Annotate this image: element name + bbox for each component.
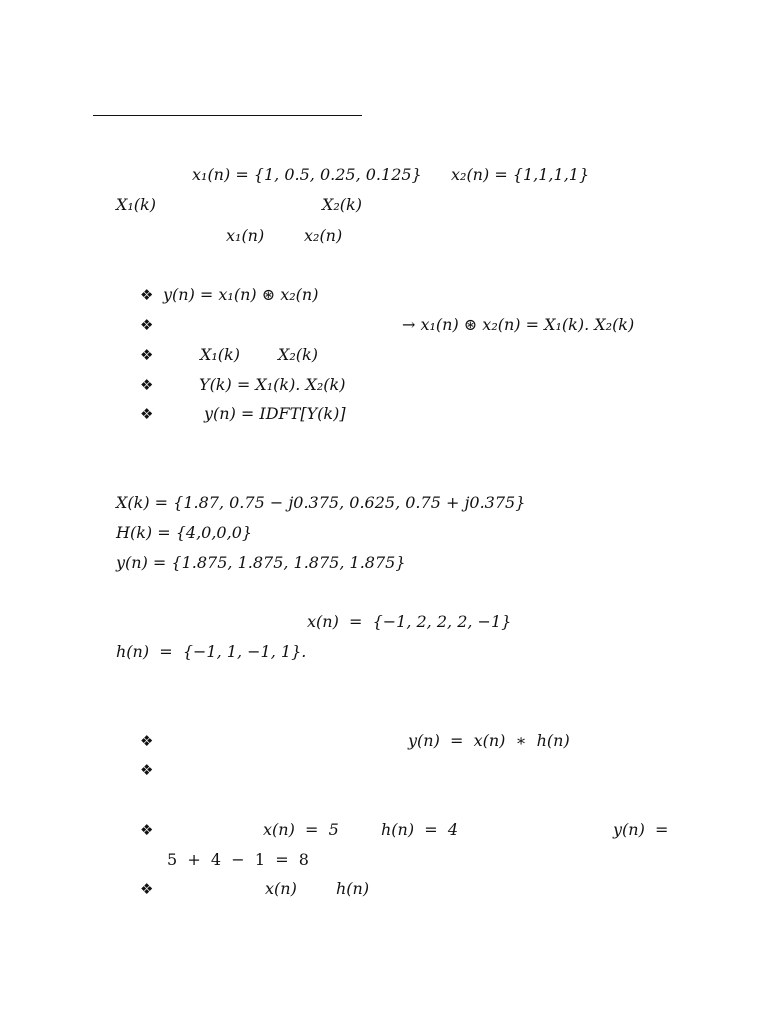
bullet-4: ❖: [140, 376, 154, 394]
step-circular-conv: y(n) = x₁(n) ⊛ x₂(n): [163, 285, 319, 304]
result-yn: y(n) = {1.875, 1.875, 1.875, 1.875}: [116, 553, 406, 572]
hn-definition: h(n) = {−1, 1, −1, 1}.: [116, 642, 307, 661]
bullet-7: ❖: [140, 761, 154, 779]
last-x: x(n): [265, 879, 297, 898]
length-h: h(n) = 4: [381, 820, 459, 839]
x2-definition: x₂(n) = {1,1,1,1}: [451, 165, 590, 184]
last-h: h(n): [336, 879, 370, 898]
step-idft: y(n) = IDFT[Y(k)]: [204, 404, 346, 423]
length-calc: 5 + 4 − 1 = 8: [167, 850, 309, 869]
X1k-symbol: X₁(k): [116, 195, 156, 214]
step-X2k: X₂(k): [278, 345, 318, 364]
length-y: y(n) =: [613, 820, 669, 839]
bullet-8: ❖: [140, 821, 154, 839]
step-property: → x₁(n) ⊛ x₂(n) = X₁(k). X₂(k): [402, 315, 635, 334]
length-x: x(n) = 5: [263, 820, 339, 839]
x2n-symbol: x₂(n): [304, 226, 343, 245]
x1n-symbol: x₁(n): [226, 226, 265, 245]
xn-definition: x(n) = {−1, 2, 2, 2, −1}: [307, 612, 512, 631]
bullet-1: ❖: [140, 286, 154, 304]
bullet-3: ❖: [140, 346, 154, 364]
result-Hk: H(k) = {4,0,0,0}: [116, 523, 253, 542]
X2k-symbol: X₂(k): [322, 195, 362, 214]
step-X1k: X₁(k): [200, 345, 240, 364]
step-linear-conv: y(n) = x(n) ∗ h(n): [408, 731, 570, 750]
bullet-9: ❖: [140, 880, 154, 898]
bullet-2: ❖: [140, 316, 154, 334]
bullet-6: ❖: [140, 732, 154, 750]
header-rule: [93, 115, 362, 116]
step-product: Y(k) = X₁(k). X₂(k): [199, 375, 346, 394]
x1-definition: x₁(n) = {1, 0.5, 0.25, 0.125}: [192, 165, 422, 184]
bullet-5: ❖: [140, 405, 154, 423]
result-Xk: X(k) = {1.87, 0.75 − j0.375, 0.625, 0.75 + j0.375}: [116, 493, 526, 512]
